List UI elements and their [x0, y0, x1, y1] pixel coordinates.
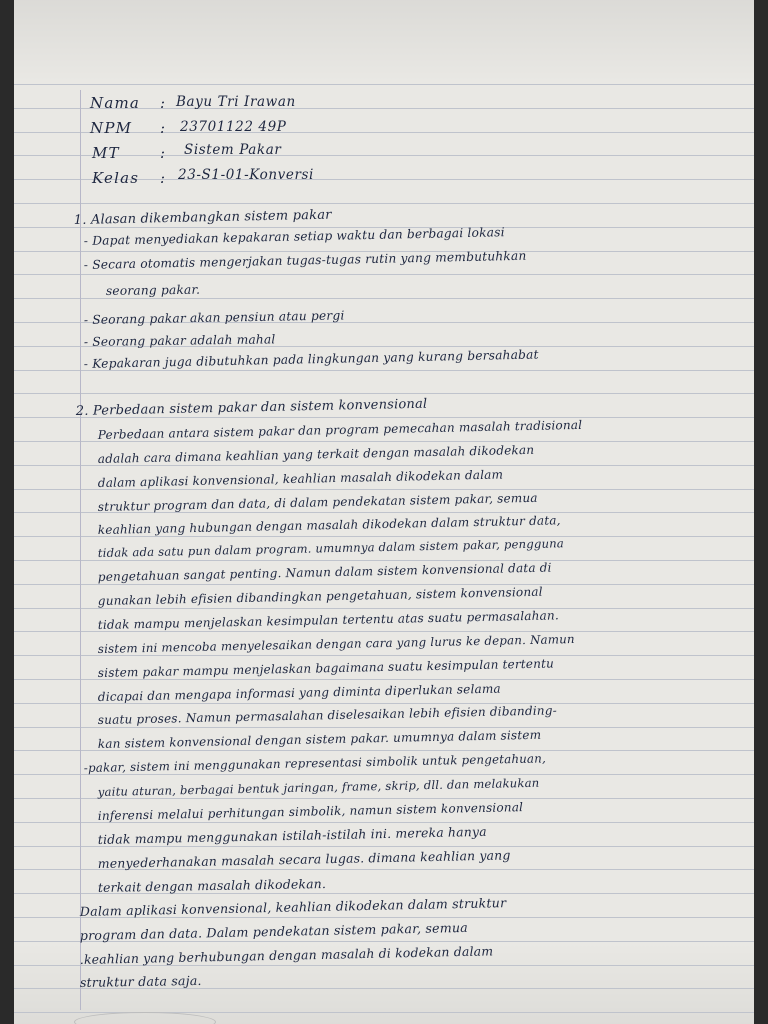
section-2-line: dicapai dan mengapa informasi yang diminta diperlukan selama — [97, 681, 501, 704]
section-2-line: inferensi melalui perhitungan simbolik, namun sistem konvensional — [97, 800, 524, 823]
course-label: MT — [92, 144, 120, 162]
name-label: Nama — [90, 94, 141, 112]
section-2-line: struktur program dan data, di dalam pendekatan sistem pakar, semua — [97, 490, 538, 514]
section-2-line: Dalam aplikasi konvensional, keahlian dikodekan dalam struktur — [79, 895, 507, 919]
npm-value: 23701122 49P — [180, 119, 287, 135]
section-2-line: kan sistem konvensional dengan sistem pakar. umumnya dalam sistem — [97, 727, 542, 751]
section-2-line: gunakan lebih efisien dibandingkan pengetahuan, sistem konvensional — [97, 584, 543, 608]
section-1-line: - Seorang pakar adalah mahal — [83, 332, 276, 349]
section-2-line: .keahlian yang berhubungan dengan masalah di kodekan dalam — [79, 943, 494, 967]
section-2-line: tidak mampu menggunakan istilah-istilah ini. mereka hanya — [97, 823, 487, 847]
name-separator: : — [160, 94, 166, 112]
section-1-line: seorang pakar. — [105, 282, 201, 298]
class-value: 23-S1-01-Konversi — [178, 167, 314, 183]
section-2-line: menyederhanakan masalah secara lugas. dimana keahlian yang — [97, 847, 511, 871]
course-separator: : — [160, 144, 166, 162]
section-2-line: sistem pakar mampu menjelaskan bagaimana suatu kesimpulan tertentu — [97, 656, 555, 680]
section-2-line: pengetahuan sangat penting. Namun dalam sistem konvensional data di — [97, 560, 552, 584]
section-1-line: - Dapat menyediakan kepakaran setiap waktu dan berbagai lokasi — [83, 225, 505, 248]
notebook-page — [14, 0, 754, 1024]
background-edge — [0, 0, 8, 1024]
name-value: Bayu Tri Irawan — [176, 94, 296, 110]
section-2-line: program dan data. Dalam pendekatan sistem pakar, semua — [79, 919, 469, 943]
course-value: Sistem Pakar — [184, 142, 282, 158]
section-2-line: suatu proses. Namun permasalahan diselesaikan lebih efisien dibanding- — [97, 703, 558, 727]
section-2-line: yaitu aturan, berbagai bentuk jaringan, frame, skrip, dll. dan melakukan — [97, 775, 540, 799]
section-2-line: struktur data saja. — [79, 972, 202, 990]
section-2-line: sistem ini mencoba menyelesaikan dengan cara yang lurus ke depan. Namun — [97, 632, 575, 656]
class-label: Kelas — [92, 169, 140, 187]
section-1-line: - Secara otomatis mengerjakan tugas-tugas rutin yang membutuhkan — [83, 248, 527, 272]
section-2-line: -pakar, sistem ini menggunakan representasi simbolik untuk pengetahuan, — [83, 751, 547, 775]
section-2-line: tidak mampu menjelaskan kesimpulan tertentu atas suatu permasalahan. — [97, 608, 560, 632]
section-2-line: keahlian yang hubungan dengan masalah dikodekan dalam struktur data, — [97, 513, 561, 537]
handwritten-text — [14, 0, 754, 1024]
npm-label: NPM — [90, 119, 133, 137]
section-2-line: Perbedaan antara sistem pakar dan program pemecahan masalah tradisional — [97, 417, 583, 442]
section-1-line: - Kepakaran juga dibutuhkan pada lingkungan yang kurang bersahabat — [83, 347, 539, 371]
section-2-heading: 2. Perbedaan sistem pakar dan sistem konvensional — [75, 396, 428, 419]
section-2-line: dalam aplikasi konvensional, keahlian masalah dikodekan dalam — [97, 467, 504, 490]
section-2-line: tidak ada satu pun dalam program. umumnya dalam sistem pakar, pengguna — [97, 536, 565, 560]
section-2-line: adalah cara dimana keahlian yang terkait dengan masalah dikodekan — [97, 442, 535, 466]
section-2-line: terkait dengan masalah dikodekan. — [97, 876, 327, 895]
class-separator: : — [160, 169, 166, 187]
section-1-heading: 1. Alasan dikembangkan sistem pakar — [73, 207, 332, 228]
section-1-line: - Seorang pakar akan pensiun atau pergi — [83, 308, 345, 327]
npm-separator: : — [160, 119, 166, 137]
